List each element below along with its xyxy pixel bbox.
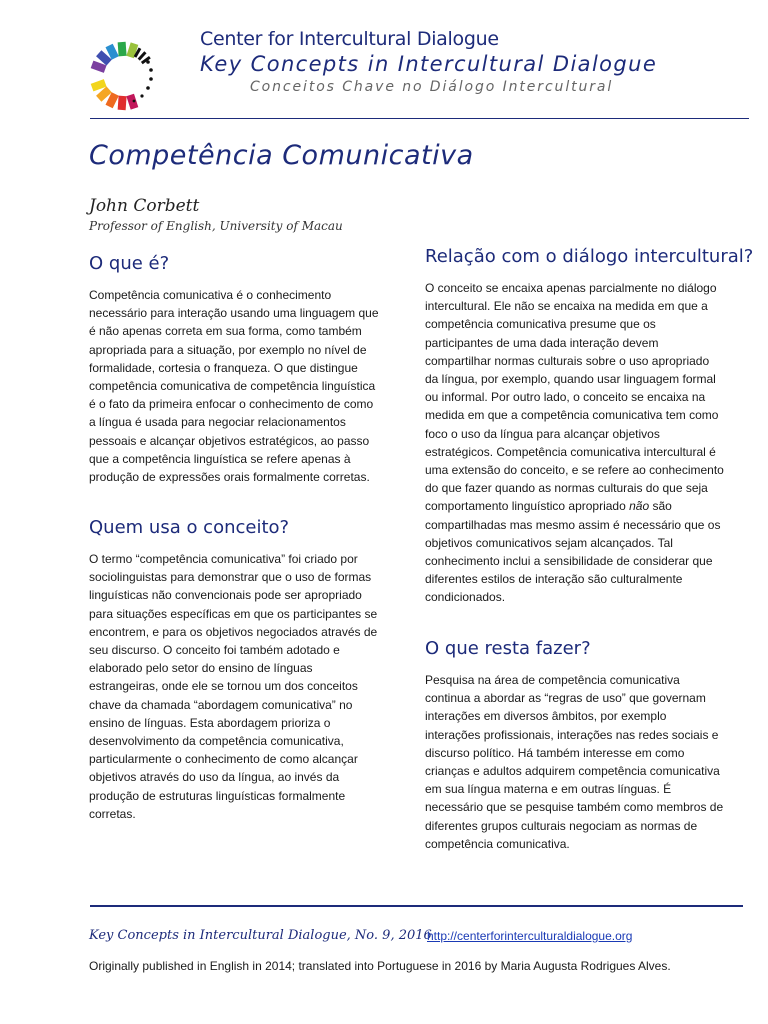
author-affiliation: Professor of English, University of Macau xyxy=(89,219,343,233)
org-name: Center for Intercultural Dialogue xyxy=(200,28,499,50)
header-divider xyxy=(90,118,749,119)
translation-note: Originally published in English in 2014; translated into Portuguese in 2016 by Maria Augusta Rodrigues Alves. xyxy=(89,959,671,973)
body-text: são compartilhadas mas mesmo assim é necessário que os objetivos comunicativos sejam alcançados. Tal conhecimento inclui a sensibilidade de considerar que diferentes estilos de interação são culturalmente condicionados. xyxy=(425,499,721,605)
section-heading: Relação com o diálogo intercultural? xyxy=(425,246,754,267)
series-title: Key Concepts in Intercultural Dialogue xyxy=(200,52,658,76)
section-body xyxy=(425,279,725,607)
emphasis-text: não xyxy=(629,499,650,514)
center-logo xyxy=(84,34,164,114)
body-text: O conceito se encaixa apenas parcialmente no diálogo intercultural. Ele não se encaixa na medida em que a competência comunicativa presume que os participantes de uma dada interação devem compartilhar normas culturais sobre o uso apropriado da língua, por exemplo, quando usar linguagem formal ou informal. Por outro lado, o conceito se encaixa na medida em que a competência comunicativa tem como foco o uso da língua para alcançar objetivos estratégicos. Competência comunicativa intercultural é uma extensão do conceito, e se refere ao conhecimento do que fazer quando as normas culturais do que seja comportamento linguístico apropriado xyxy=(425,281,724,514)
section-heading: O que resta fazer? xyxy=(425,638,591,659)
section-heading: Quem usa o conceito? xyxy=(89,517,290,538)
website-link[interactable]: http://centerforinterculturaldialogue.org xyxy=(427,929,633,943)
section-body: Pesquisa na área de competência comunicativa continua a abordar as “regras de uso” que governam interações em diversos âmbitos, por exemplo interações profissionais, interações nas redes sociais e discurso político. Há também interesse em como crianças e adultos adquirem competência comunicativa em sua língua materna e em outras línguas. É necessário que se pesquise também como membros de diferentes grupos culturais negociam as normas de competência comunicativa. xyxy=(425,673,724,851)
section-body: O termo “competência comunicativa” foi criado por sociolinguistas para demonstrar que o uso de formas linguísticas não convencionais pode ser apropriado para situações específicas em que os participantes se encontrem, e para os objetivos negociados através de seu discurso. O conceito foi também adotado e elaborado pelo setor do ensino de línguas estrangeiras, onde ele se tornou um dos conceitos chave da chamada “abordagem comunicativa” no ensino de línguas. Esta abordagem prioriza o desenvolvimento da competência comunicativa, particularmente o conhecimento de como alcançar objetivos através do uso da língua, ao invés da produção de estruturas linguísticas formalmente corretas. xyxy=(89,552,378,821)
section-remaining xyxy=(425,638,725,853)
section-relation xyxy=(425,246,754,607)
logo-icon xyxy=(84,34,164,114)
author-name: John Corbett xyxy=(89,196,200,216)
section-what-is xyxy=(89,253,381,486)
page-title: Competência Comunicativa xyxy=(89,140,474,171)
section-who-uses xyxy=(89,517,381,823)
footer-citation: Key Concepts in Intercultural Dialogue, No. 9, 2016 xyxy=(89,928,432,943)
section-body: Competência comunicativa é o conhecimento necessário para interação usando uma linguagem que é não apenas correta em sua forma, como também apropriada para a situação, por exemplo no nível de formalidade, cortesia o franqueza. O que distingue competência comunicativa de competência linguística é o fato da primeira enfocar o conhecimento de como a língua é usada para negociar relacionamentos pessoais e alcançar objetivos estratégicos, ao passo que a competência linguística se refere apenas à produção de expressões orais formalmente corretas. xyxy=(89,288,379,485)
series-subtitle: Conceitos Chave no Diálogo Intercultural xyxy=(250,79,614,95)
footer-divider xyxy=(90,905,743,907)
section-heading: O que é? xyxy=(89,253,170,274)
